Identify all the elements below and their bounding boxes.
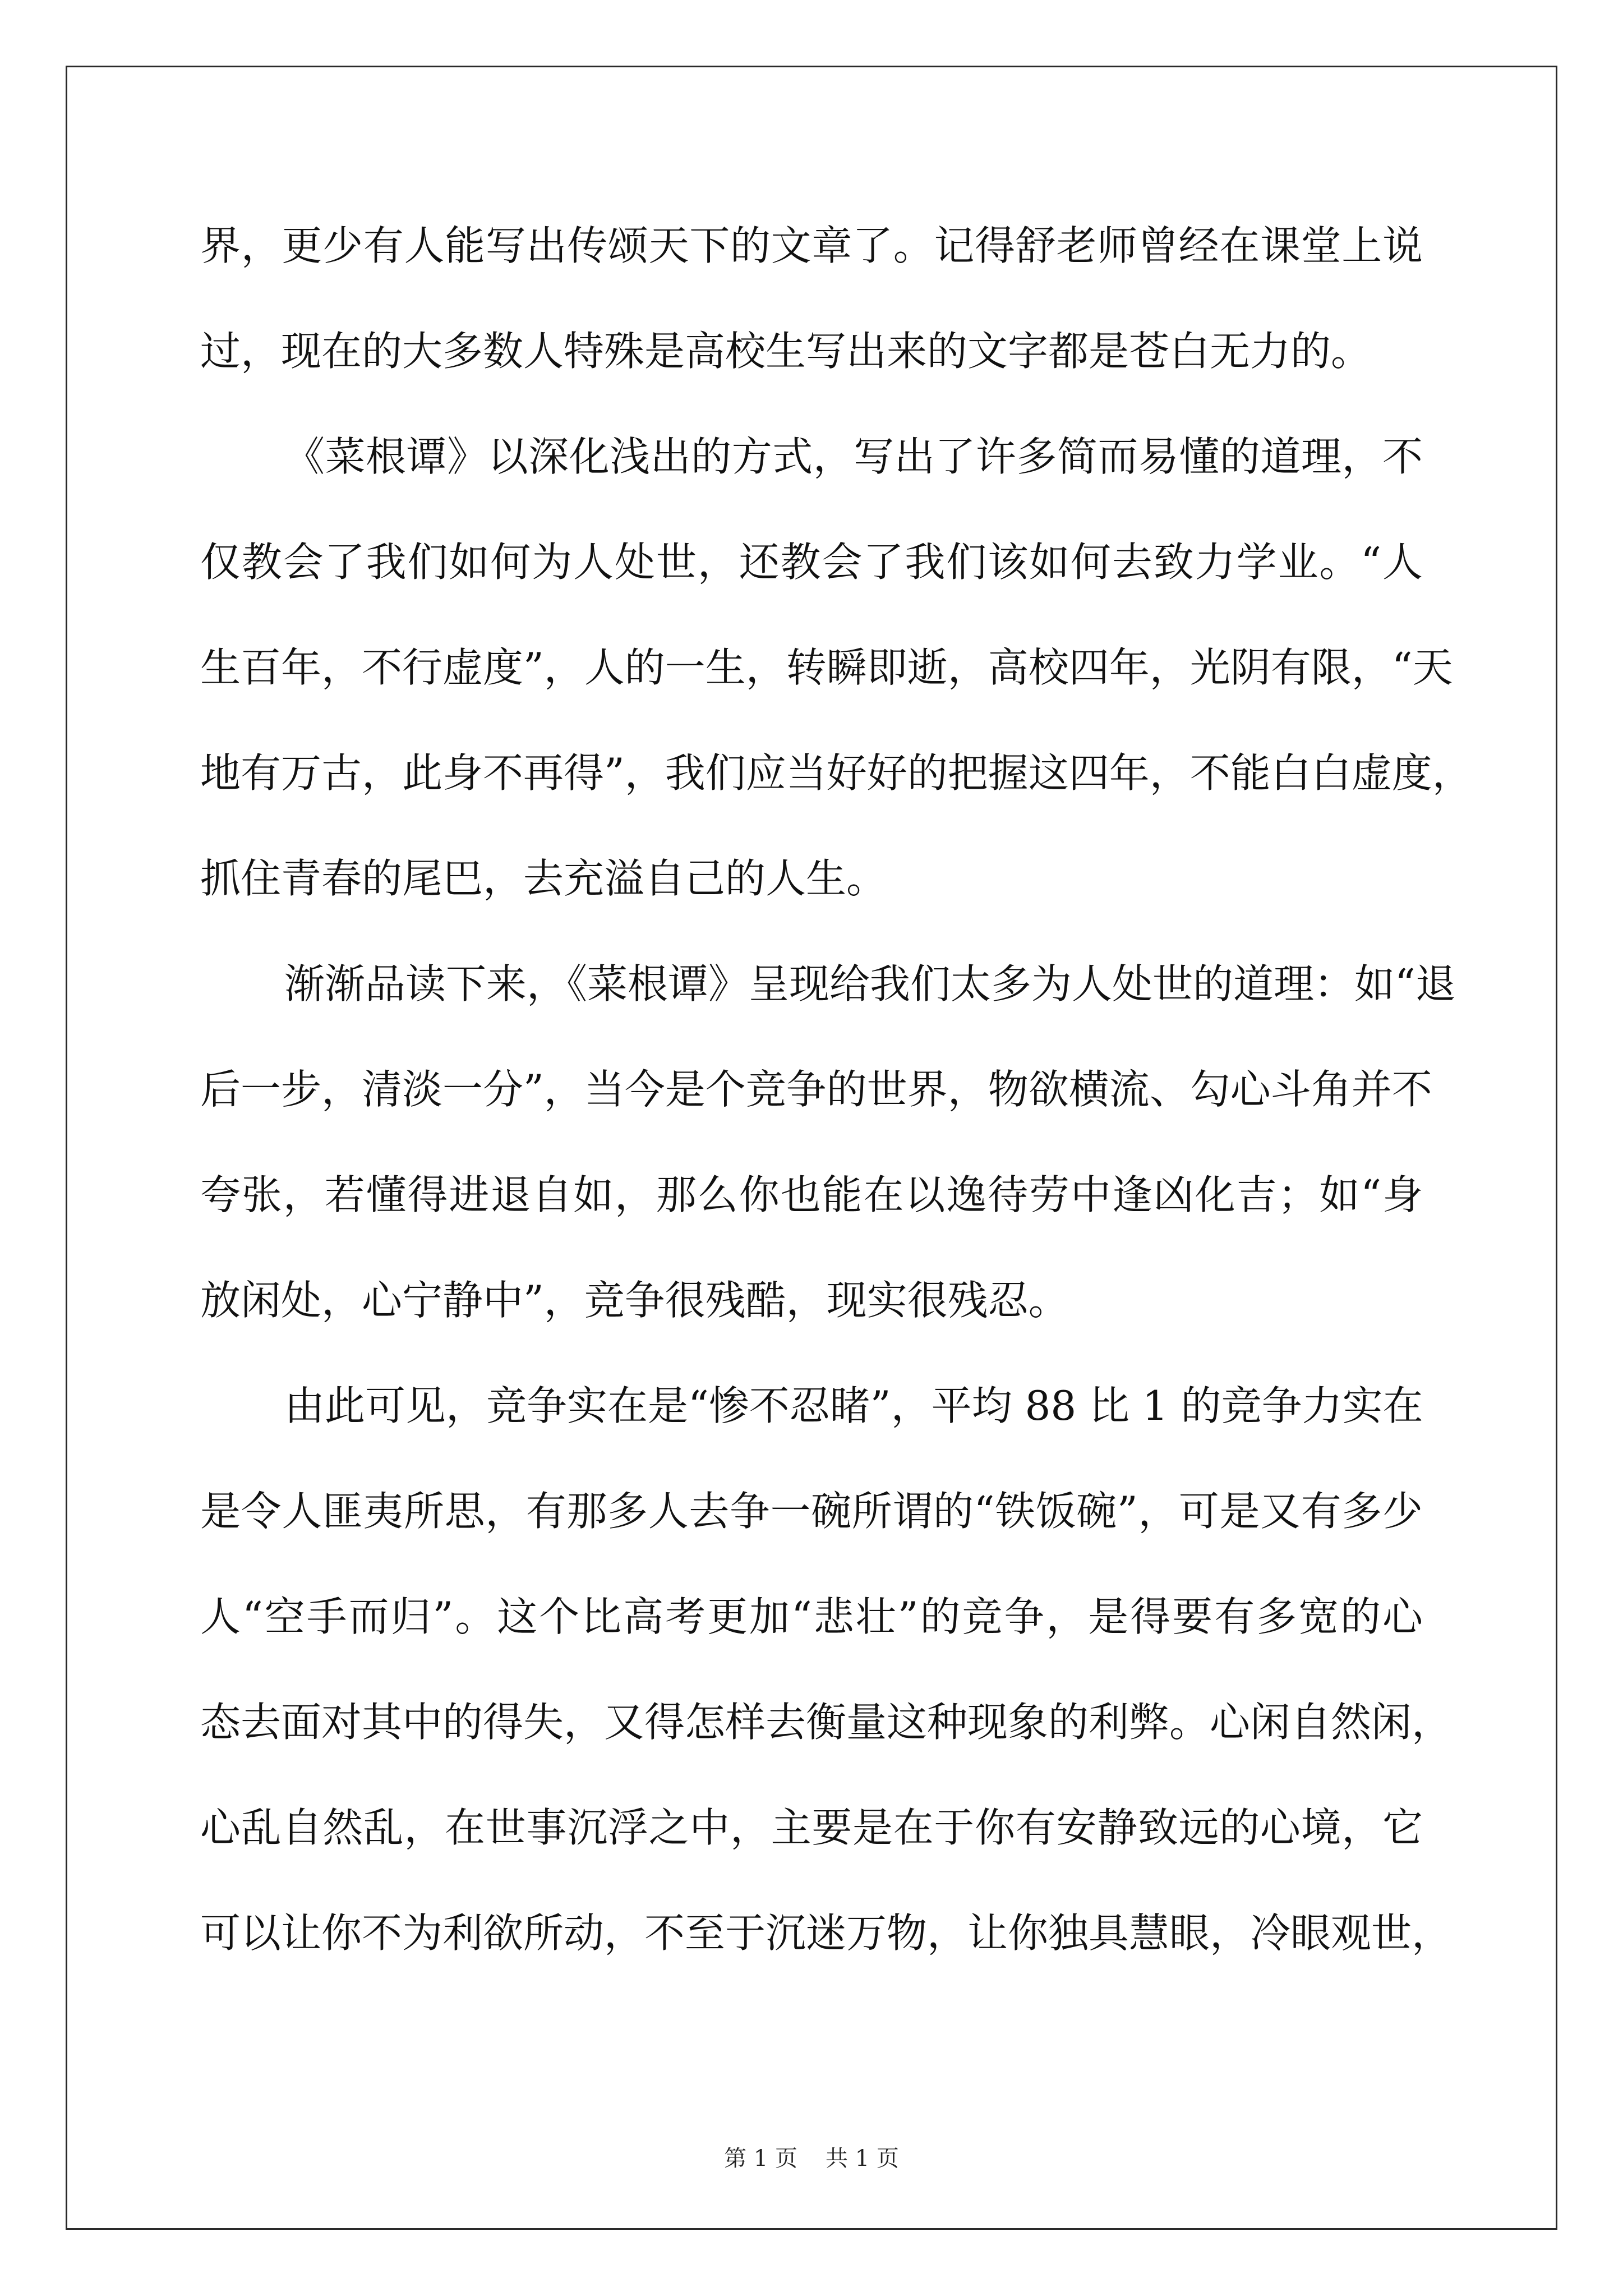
text-line: 《菜根谭》以深化浅出的方式，写出了许多简而易懂的道理，不 [284, 433, 1423, 480]
text-line: 抓住青春的尾巴，去充溢自己的人生。 [200, 855, 887, 902]
text-line: 界，更少有人能写出传颂天下的文章了。记得舒老师曾经在课堂上说 [200, 222, 1423, 269]
text-line: 人“空手而归”。这个比高考更加“悲壮”的竞争，是得要有多宽的心 [200, 1593, 1423, 1640]
text-line: 后一步，清淡一分”，当今是个竞争的世界，物欲横流、勾心斗角并不 [200, 1066, 1432, 1113]
text-line: 是令人匪夷所思，有那多人去争一碗所谓的“铁饭碗”，可是又有多少 [200, 1488, 1423, 1535]
text-line: 过，现在的大多数人特殊是高校生写出来的文字都是苍白无力的。 [200, 328, 1372, 375]
text-line: 夸张，若懂得进退自如，那么你也能在以逸待劳中逢凶化吉；如“身 [200, 1171, 1423, 1218]
text-line: 放闲处，心宁静中”，竞争很残酷，现实很残忍。 [200, 1277, 1069, 1324]
text-line: 地有万古，此身不再得”，我们应当好好的把握这四年，不能白白虚度， [200, 749, 1473, 797]
text-line: 心乱自然乱，在世事沉浮之中，主要是在于你有安静致远的心境，它 [200, 1804, 1423, 1851]
page-footer [0, 2142, 1623, 2175]
page-number: 第 1 页 [724, 2146, 797, 2171]
text-line: 渐渐品读下来，《菜根谭》呈现给我们太多为人处世的道理：如“退 [284, 960, 1456, 1007]
text-line: 生百年，不行虚度”，人的一生，转瞬即逝，高校四年，光阴有限，“天 [200, 644, 1453, 691]
text-line: 可以让你不为利欲所动，不至于沉迷万物，让你独具慧眼，冷眼观世， [200, 1910, 1453, 1957]
text-line: 由此可见，竞争实在是“惨不忍睹”，平均 88 比 1 的竞争力实在 [284, 1382, 1423, 1429]
text-line: 仅教会了我们如何为人处世，还教会了我们该如何去致力学业。“人 [200, 539, 1423, 586]
page-total: 共 1 页 [826, 2146, 899, 2171]
text-line: 态去面对其中的得失，又得怎样去衡量这种现象的利弊。心闲自然闲， [200, 1699, 1453, 1746]
